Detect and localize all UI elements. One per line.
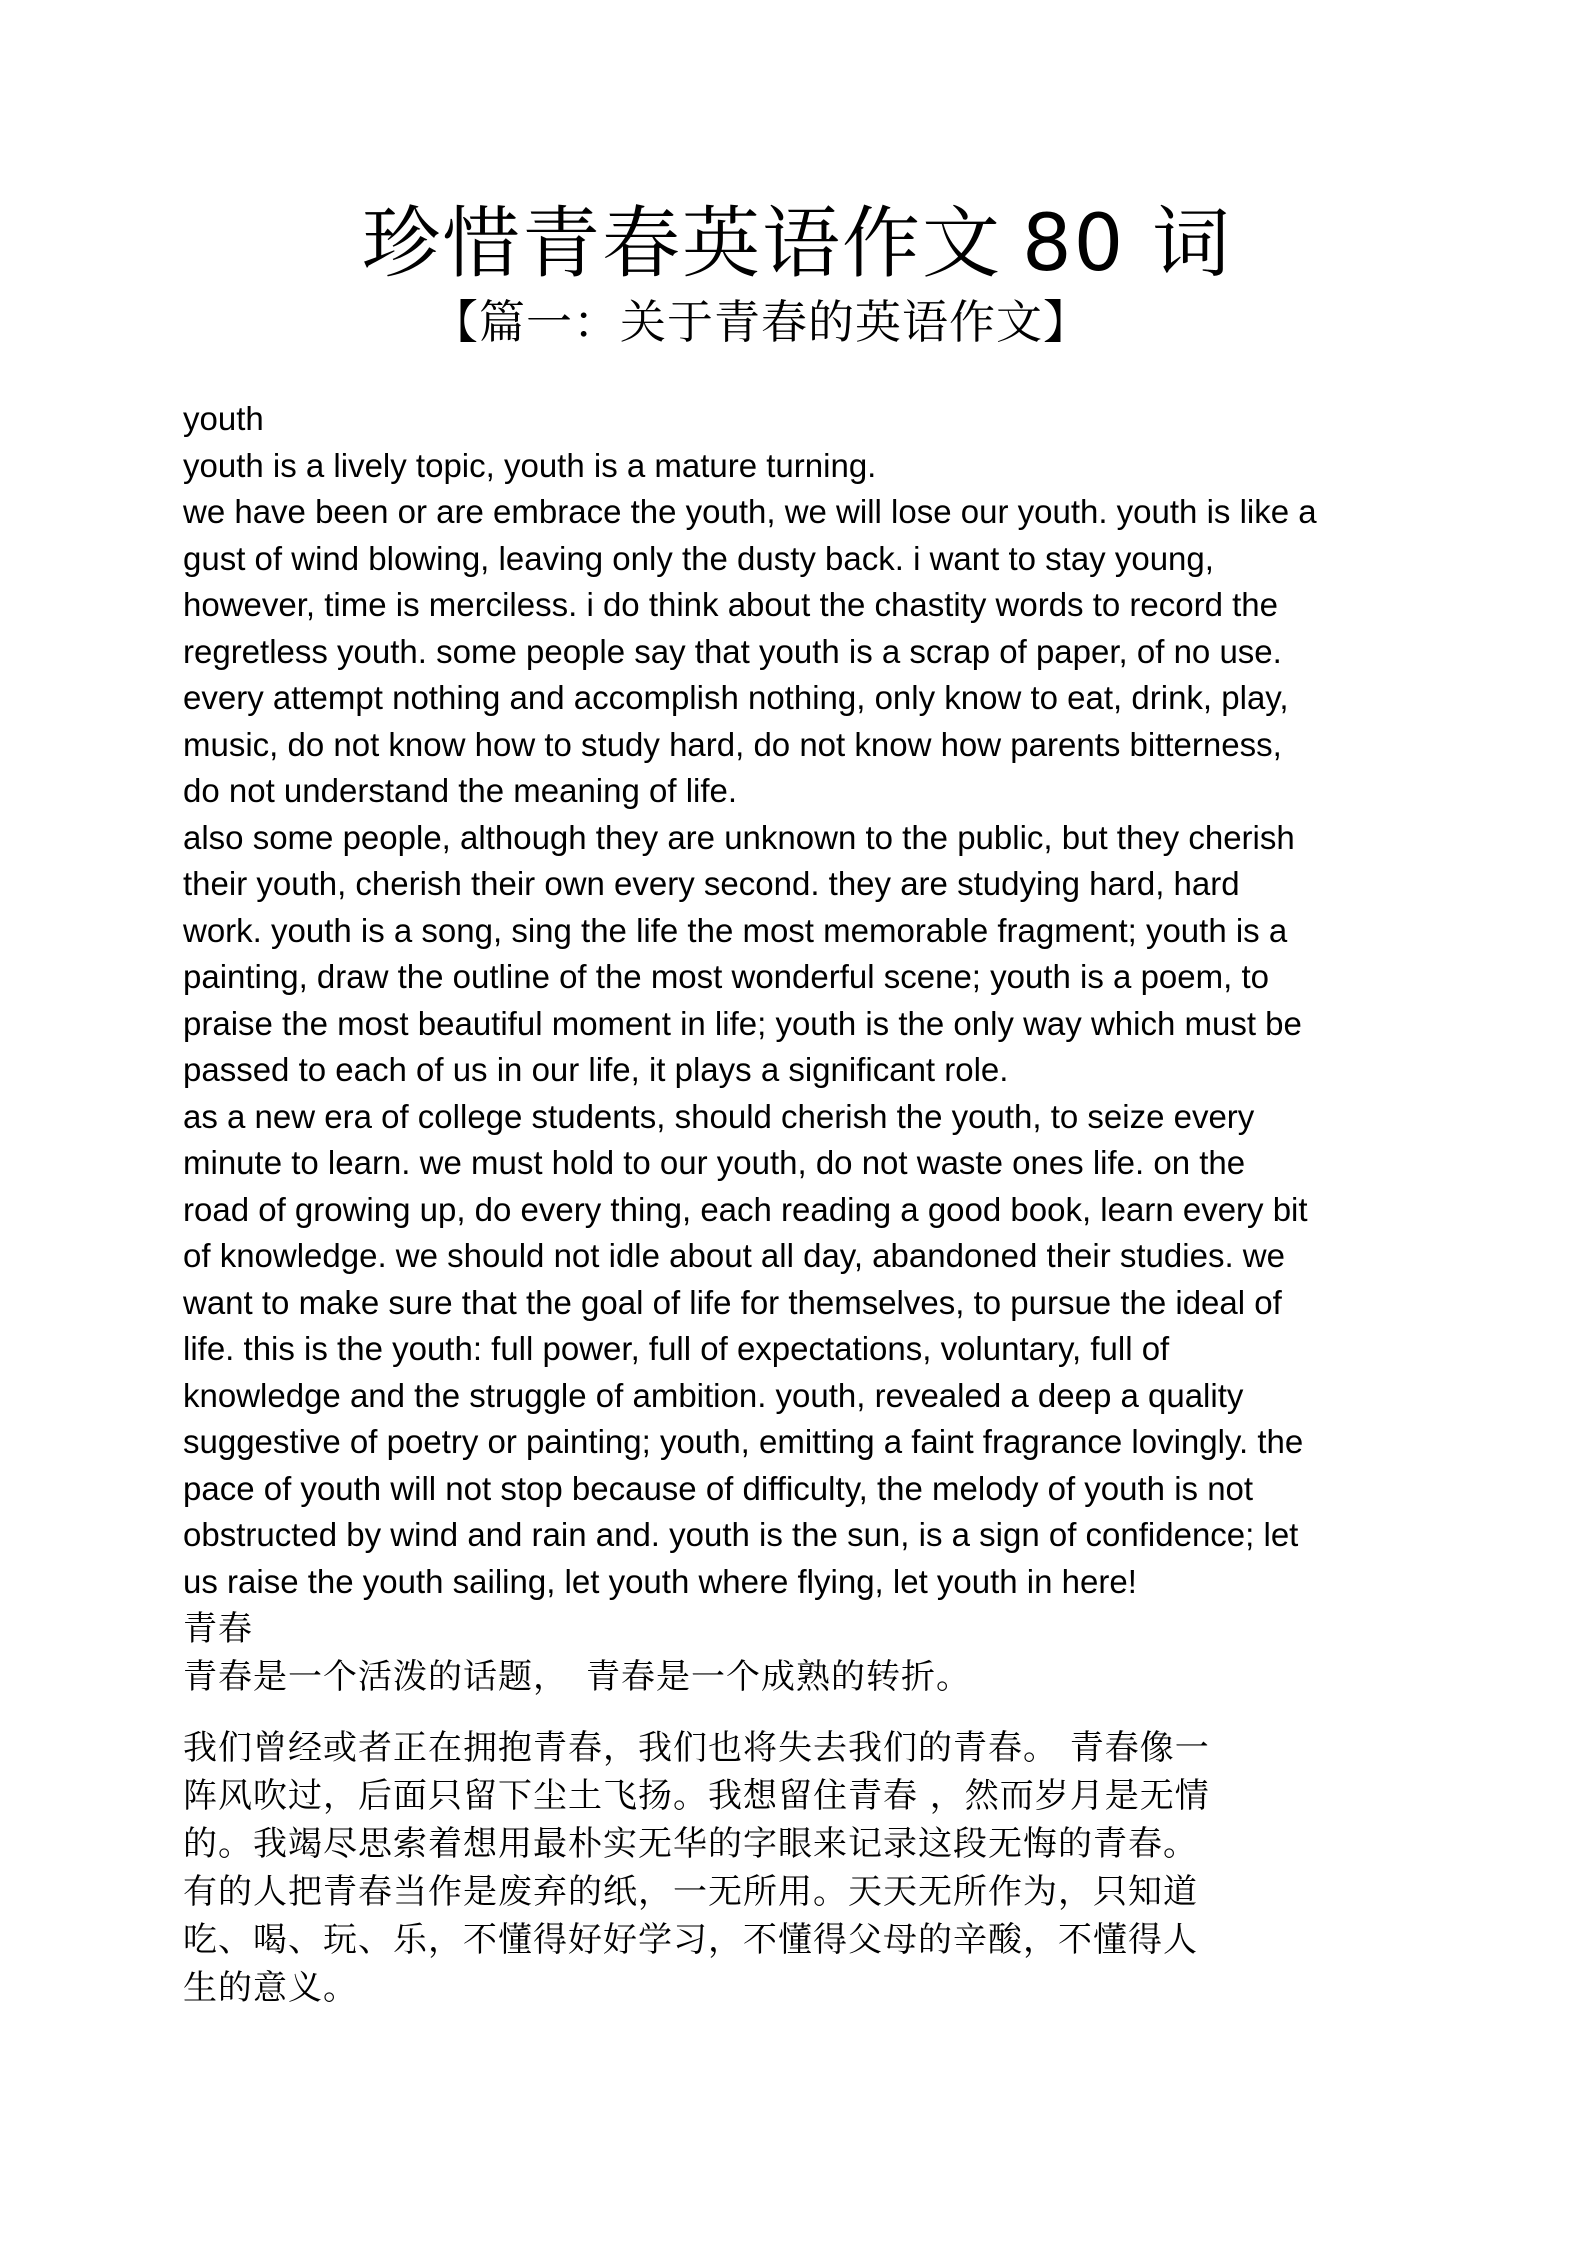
english-text-line: pace of youth will not stop because of difficulty, the melody of youth is not [183,1469,1254,1507]
chinese-text-line: 我们曾经或者正在拥抱青春，我们也将失去我们的青春。 青春像一 [183,1728,1210,1768]
english-text-line: want to make sure that the goal of life for themselves, to pursue the ideal of [183,1283,1282,1321]
english-text-line: also some people, although they are unknown to the public, but they cherish [183,818,1295,856]
english-text-line: their youth, cherish their own every second. they are studying hard, hard [183,865,1240,902]
english-text-line: however, time is merciless. i do think about the chastity words to record the [183,586,1278,623]
english-text-line: us raise the youth sailing, let youth where flying, let youth in here! [183,1562,1137,1600]
essay-body [183,396,1453,2012]
chinese-text-line: 的。我竭尽思索着想用最朴实无华的字眼来记录这段无悔的青春。 [183,1824,1198,1864]
chinese-paragraph [183,1724,1453,2012]
section-heading: 【篇一：关于青春的英语作文】 [432,295,1090,349]
english-text-line: painting, draw the outline of the most wonderful scene; youth is a poem, to [183,958,1269,995]
chinese-text-line: 吃、喝、玩、乐，不懂得好好学习，不懂得父母的辛酸，不懂得人 [183,1920,1198,1960]
english-essay [183,396,1453,1605]
page-title [0,196,1594,292]
english-text-line: youth [183,400,264,437]
english-text-line: music, do not know how to study hard, do not know how parents bitterness, [183,725,1282,763]
english-text-line: knowledge and the struggle of ambition. youth, revealed a deep a quality [183,1376,1244,1414]
english-text-line: as a new era of college students, should cherish the youth, to seize every [183,1097,1255,1135]
english-text-line: work. youth is a song, sing the life the most memorable fragment; youth is a [183,911,1288,949]
english-text-line: road of growing up, do every thing, each reading a good book, learn every bit [183,1190,1308,1228]
english-text-line: do not understand the meaning of life. [183,772,738,809]
english-text-line: obstructed by wind and rain and. youth is the sun, is a sign of confidence; let [183,1516,1299,1553]
english-text-line: minute to learn. we must hold to our youth, do not waste ones life. on the [183,1144,1246,1181]
english-text-line: suggestive of poetry or painting; youth, emitting a faint fragrance lovingly. the [183,1423,1304,1460]
english-text-line: every attempt nothing and accomplish nothing, only know to eat, drink, play, [183,679,1289,716]
title-word-count: 80 词 [1021,199,1233,289]
english-text-line: regretless youth. some people say that youth is a scrap of paper, of no use. [183,632,1282,670]
english-text-line: of knowledge. we should not idle about all day, abandoned their studies. we [183,1237,1285,1274]
chinese-intro [183,1605,1453,1701]
english-text-line: gust of wind blowing, leaving only the dusty back. i want to stay young, [183,539,1214,577]
chinese-text-line: 青春是一个活泼的话题， 青春是一个成熟的转折。 [183,1657,971,1697]
chinese-text-line: 青春 [183,1609,253,1649]
english-text-line: youth is a lively topic, youth is a mature turning. [183,446,877,484]
chinese-text-line: 有的人把青春当作是废弃的纸，一无所用。天天无所作为，只知道 [183,1872,1198,1912]
title-text: 珍惜青春英语作文 [361,199,1002,289]
english-text-line: praise the most beautiful moment in life; youth is the only way which must be [183,1004,1302,1042]
english-text-line: life. this is the youth: full power, full of expectations, voluntary, full of [183,1330,1170,1367]
chinese-text-line: 阵风吹过，后面只留下尘土飞扬。我想留住青春 ，然而岁月是无情 [183,1776,1210,1816]
english-text-line: we have been or are embrace the youth, we will lose our youth. youth is like a [183,493,1317,530]
chinese-text-line: 生的意义。 [183,1968,358,2008]
english-text-line: passed to each of us in our life, it plays a significant role. [183,1051,1009,1088]
